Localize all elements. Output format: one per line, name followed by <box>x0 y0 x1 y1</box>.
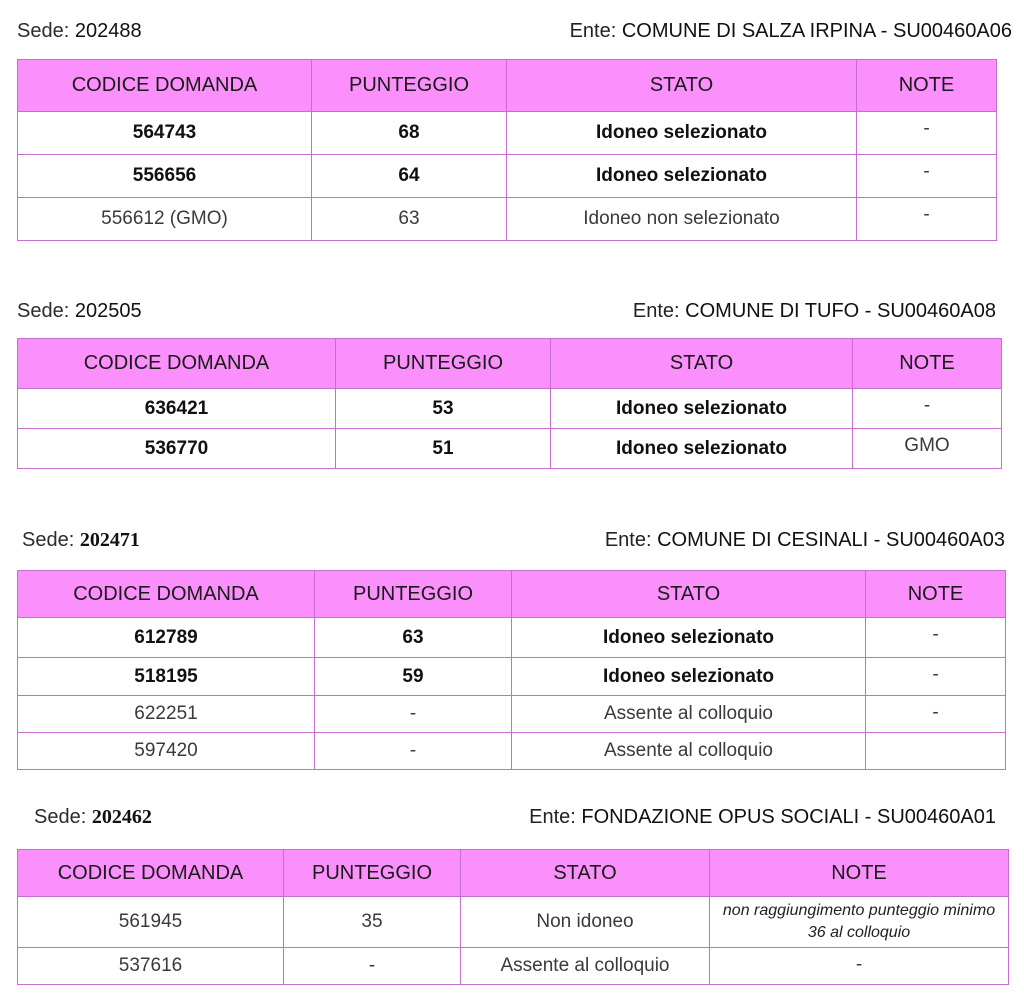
col-note-header: NOTE <box>857 60 997 112</box>
punteggio-cell: 53 <box>336 389 551 429</box>
punteggio-cell: 63 <box>315 618 512 658</box>
col-punteggio-header: PUNTEGGIO <box>336 339 551 389</box>
table-row <box>18 429 1002 469</box>
note-cell: - <box>857 155 997 198</box>
stato-cell: Assente al colloquio <box>512 696 866 733</box>
codice-cell: 597420 <box>18 733 315 770</box>
sede-value: 202505 <box>74 300 142 322</box>
codice-cell: 518195 <box>18 658 315 696</box>
punteggio-cell: 63 <box>312 198 507 241</box>
note-cell: - <box>866 658 1006 696</box>
table-row <box>18 696 1006 733</box>
table-sede-202462 <box>17 849 1009 985</box>
stato-cell: Assente al colloquio <box>512 733 866 770</box>
sede-line-1 <box>17 20 142 43</box>
ente-value: COMUNE DI SALZA IRPINA - SU00460A06 <box>621 20 1012 42</box>
col-note-header: NOTE <box>866 571 1006 618</box>
codice-cell: 612789 <box>18 618 315 658</box>
stato-cell: Idoneo non selezionato <box>507 198 857 241</box>
table-row <box>18 948 1009 985</box>
table-row <box>18 658 1006 696</box>
table-row <box>18 733 1006 770</box>
col-stato-header: STATO <box>551 339 853 389</box>
ente-line-3 <box>605 529 1005 552</box>
codice-cell: 622251 <box>18 696 315 733</box>
punteggio-cell: 35 <box>284 897 461 948</box>
sede-value: 202488 <box>74 20 142 42</box>
col-stato-header: STATO <box>507 60 857 112</box>
sede-line-3 <box>22 529 140 552</box>
table-row <box>18 155 997 198</box>
note-cell <box>866 733 1006 770</box>
table-row <box>18 618 1006 658</box>
ente-value: FONDAZIONE OPUS SOCIALI - SU00460A01 <box>581 806 996 828</box>
col-codice-header: CODICE DOMANDA <box>18 339 336 389</box>
codice-cell: 564743 <box>18 112 312 155</box>
codice-cell: 556612 (GMO) <box>18 198 312 241</box>
ente-value: COMUNE DI CESINALI - SU00460A03 <box>657 529 1005 551</box>
ente-label: Ente: <box>529 806 576 828</box>
ente-label: Ente: <box>569 20 617 42</box>
codice-cell: 636421 <box>18 389 336 429</box>
col-stato-header: STATO <box>512 571 866 618</box>
note-cell: - <box>857 112 997 155</box>
col-punteggio-header: PUNTEGGIO <box>312 60 507 112</box>
col-note-header: NOTE <box>710 850 1009 897</box>
codice-cell: 561945 <box>18 897 284 948</box>
punteggio-cell: - <box>284 948 461 985</box>
header-row <box>18 850 1009 897</box>
note-cell: - <box>853 389 1002 429</box>
col-note-header: NOTE <box>853 339 1002 389</box>
stato-cell: Idoneo selezionato <box>512 618 866 658</box>
table-sede-202471 <box>17 570 1006 770</box>
ente-line-4 <box>529 806 996 829</box>
stato-cell: Non idoneo <box>461 897 710 948</box>
ente-label: Ente: <box>604 529 652 551</box>
stato-cell: Idoneo selezionato <box>507 155 857 198</box>
stato-cell: Idoneo selezionato <box>551 389 853 429</box>
punteggio-cell: 59 <box>315 658 512 696</box>
sede-value: 202462 <box>91 806 152 828</box>
table-sede-202505 <box>17 338 1002 469</box>
stato-cell: Assente al colloquio <box>461 948 710 985</box>
table-row <box>18 112 997 155</box>
col-codice-header: CODICE DOMANDA <box>18 571 315 618</box>
table-row <box>18 897 1009 948</box>
col-codice-header: CODICE DOMANDA <box>18 60 312 112</box>
punteggio-cell: 68 <box>312 112 507 155</box>
header-row <box>18 60 997 112</box>
sede-label: Sede: <box>22 529 75 551</box>
codice-cell: 536770 <box>18 429 336 469</box>
table-sede-202488 <box>17 59 997 241</box>
col-punteggio-header: PUNTEGGIO <box>315 571 512 618</box>
stato-cell: Idoneo selezionato <box>512 658 866 696</box>
col-codice-header: CODICE DOMANDA <box>18 850 284 897</box>
col-punteggio-header: PUNTEGGIO <box>284 850 461 897</box>
note-cell: GMO <box>853 429 1002 469</box>
col-stato-header: STATO <box>461 850 710 897</box>
sede-value: 202471 <box>79 529 140 551</box>
ente-line-2 <box>633 300 996 323</box>
header-row <box>18 571 1006 618</box>
sede-line-4 <box>34 806 152 829</box>
sede-label: Sede: <box>17 300 70 322</box>
ente-line-1 <box>570 20 1012 43</box>
sede-line-2 <box>17 300 142 323</box>
note-cell: - <box>866 696 1006 733</box>
stato-cell: Idoneo selezionato <box>507 112 857 155</box>
codice-cell: 537616 <box>18 948 284 985</box>
note-cell: - <box>857 198 997 241</box>
stato-cell: Idoneo selezionato <box>551 429 853 469</box>
ente-value: COMUNE DI TUFO - SU00460A08 <box>685 300 996 322</box>
header-row <box>18 339 1002 389</box>
note-cell: - <box>710 948 1009 985</box>
sede-label: Sede: <box>34 806 87 828</box>
table-row <box>18 389 1002 429</box>
sede-label: Sede: <box>17 20 70 42</box>
punteggio-cell: 51 <box>336 429 551 469</box>
punteggio-cell: - <box>315 733 512 770</box>
punteggio-cell: - <box>315 696 512 733</box>
note-cell: - <box>866 618 1006 658</box>
punteggio-cell: 64 <box>312 155 507 198</box>
table-row <box>18 198 997 241</box>
ente-label: Ente: <box>632 300 680 322</box>
codice-cell: 556656 <box>18 155 312 198</box>
note-cell: non raggiungimento punteggio minimo 36 al colloquio <box>710 897 1009 948</box>
